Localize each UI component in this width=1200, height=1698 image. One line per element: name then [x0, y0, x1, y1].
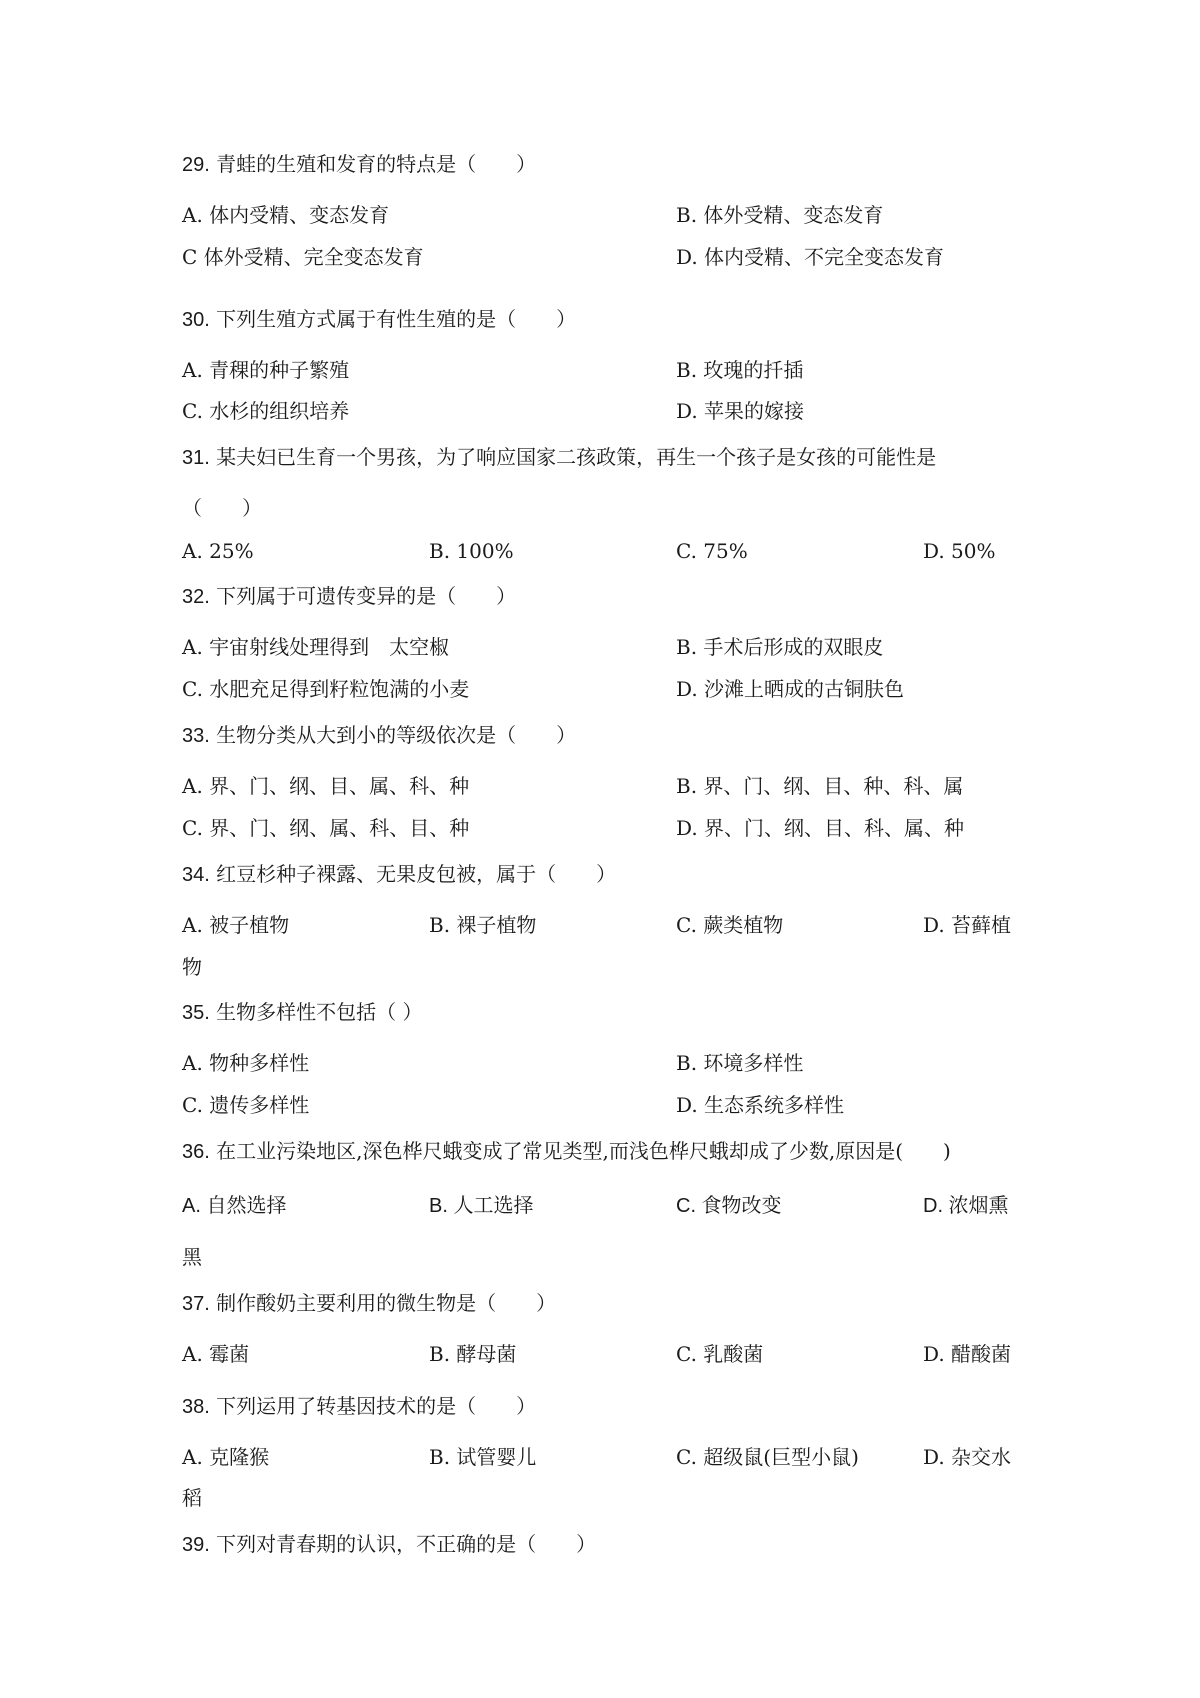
option-a: A. 霉菌 [182, 1342, 250, 1366]
option-d: D. 生态系统多样性 [676, 1093, 845, 1117]
option-continuation: 稻 [182, 1486, 202, 1510]
option-b: B. 手术后形成的双眼皮 [676, 635, 884, 659]
question-stem: 制作酸奶主要利用的微生物是（ ） [216, 1291, 557, 1315]
question-36 [182, 1137, 1042, 1166]
question-stem: 某夫妇已生育一个男孩，为了响应国家二孩政策，再生一个孩子是女孩的可能性是 [216, 445, 937, 469]
question-number: 29. [182, 154, 210, 176]
option-continuation: 物 [182, 955, 202, 979]
question-number: 35. [182, 1002, 210, 1024]
question-stem: 下列运用了转基因技术的是（ ） [216, 1394, 537, 1418]
option-b: B. 界、门、纲、目、种、科、属 [676, 774, 964, 798]
question-stem-continuation: （ ） [182, 496, 262, 520]
question-stem: 下列属于可遗传变异的是（ ） [216, 584, 517, 608]
option-b: B. 100% [429, 539, 514, 563]
option-a: A. 青稞的种子繁殖 [182, 358, 350, 382]
question-number: 30. [182, 309, 210, 331]
option-d: D. 界、门、纲、目、科、属、种 [676, 816, 965, 840]
question-number: 38. [182, 1396, 210, 1418]
question-number: 31. [182, 447, 210, 469]
option-continuation: 黑 [182, 1245, 202, 1269]
option-d: D. 体内受精、不完全变态发育 [676, 245, 945, 269]
question-32 [182, 582, 1042, 611]
option-c: C. 75% [676, 539, 748, 563]
option-a: A. 克隆猴 [182, 1445, 270, 1469]
option-c: C 体外受精、完全变态发育 [182, 245, 424, 269]
question-stem: 生物分类从大到小的等级依次是（ ） [216, 723, 577, 747]
option-b: B. 人工选择 [429, 1195, 534, 1217]
option-c: C. 蕨类植物 [676, 913, 784, 937]
option-c: C. 超级鼠(巨型小鼠) [676, 1445, 859, 1469]
question-number: 32. [182, 586, 210, 608]
option-a: A. 体内受精、变态发育 [182, 203, 390, 227]
option-b: B. 试管婴儿 [429, 1445, 537, 1469]
option-c: C. 界、门、纲、属、科、目、种 [182, 816, 470, 840]
question-stem: 在工业污染地区,深色桦尺蛾变成了常见类型,而浅色桦尺蛾却成了少数,原因是( ) [216, 1139, 951, 1163]
option-b: B. 环境多样性 [676, 1051, 804, 1075]
question-stem: 青蛙的生殖和发育的特点是（ ） [216, 152, 537, 176]
question-stem: 下列对青春期的认识，不正确的是（ ） [216, 1532, 597, 1556]
option-c: C. 食物改变 [676, 1195, 782, 1217]
option-b: B. 裸子植物 [429, 913, 537, 937]
question-30 [182, 305, 1042, 334]
option-a: A. 宇宙射线处理得到 太空椒 [182, 635, 450, 659]
question-number: 34. [182, 864, 210, 886]
option-b: B. 酵母菌 [429, 1342, 517, 1366]
option-a: A. 物种多样性 [182, 1051, 310, 1075]
question-31 [182, 443, 1042, 472]
question-stem: 红豆杉种子裸露、无果皮包被，属于（ ） [216, 862, 617, 886]
option-c: C. 遗传多样性 [182, 1093, 310, 1117]
option-b: B. 玫瑰的扦插 [676, 358, 804, 382]
option-d: D. 苹果的嫁接 [676, 399, 805, 423]
option-a: A. 25% [182, 539, 254, 563]
question-number: 39. [182, 1534, 210, 1556]
option-d: D. 苔藓植 [923, 913, 1012, 937]
option-c: C. 水肥充足得到籽粒饱满的小麦 [182, 677, 470, 701]
option-a: A. 自然选择 [182, 1195, 287, 1217]
question-stem: 下列生殖方式属于有性生殖的是（ ） [216, 307, 577, 331]
option-d: D. 杂交水 [923, 1445, 1012, 1469]
question-37 [182, 1289, 1042, 1318]
question-number: 36. [182, 1141, 210, 1163]
option-c: C. 水杉的组织培养 [182, 399, 350, 423]
option-b: B. 体外受精、变态发育 [676, 203, 884, 227]
question-35 [182, 998, 1042, 1027]
option-d: D. 沙滩上晒成的古铜肤色 [676, 677, 905, 701]
question-stem: 生物多样性不包括（ ） [216, 1000, 423, 1024]
question-29 [182, 150, 1042, 179]
option-d: D. 50% [923, 539, 996, 563]
question-33 [182, 721, 1042, 750]
question-39 [182, 1530, 1042, 1559]
question-34 [182, 860, 1042, 889]
question-number: 33. [182, 725, 210, 747]
question-number: 37. [182, 1293, 210, 1315]
option-a: A. 界、门、纲、目、属、科、种 [182, 774, 470, 798]
question-38 [182, 1392, 1042, 1421]
option-c: C. 乳酸菌 [676, 1342, 764, 1366]
option-a: A. 被子植物 [182, 913, 290, 937]
option-d: D. 浓烟熏 [923, 1195, 1009, 1217]
option-d: D. 醋酸菌 [923, 1342, 1012, 1366]
